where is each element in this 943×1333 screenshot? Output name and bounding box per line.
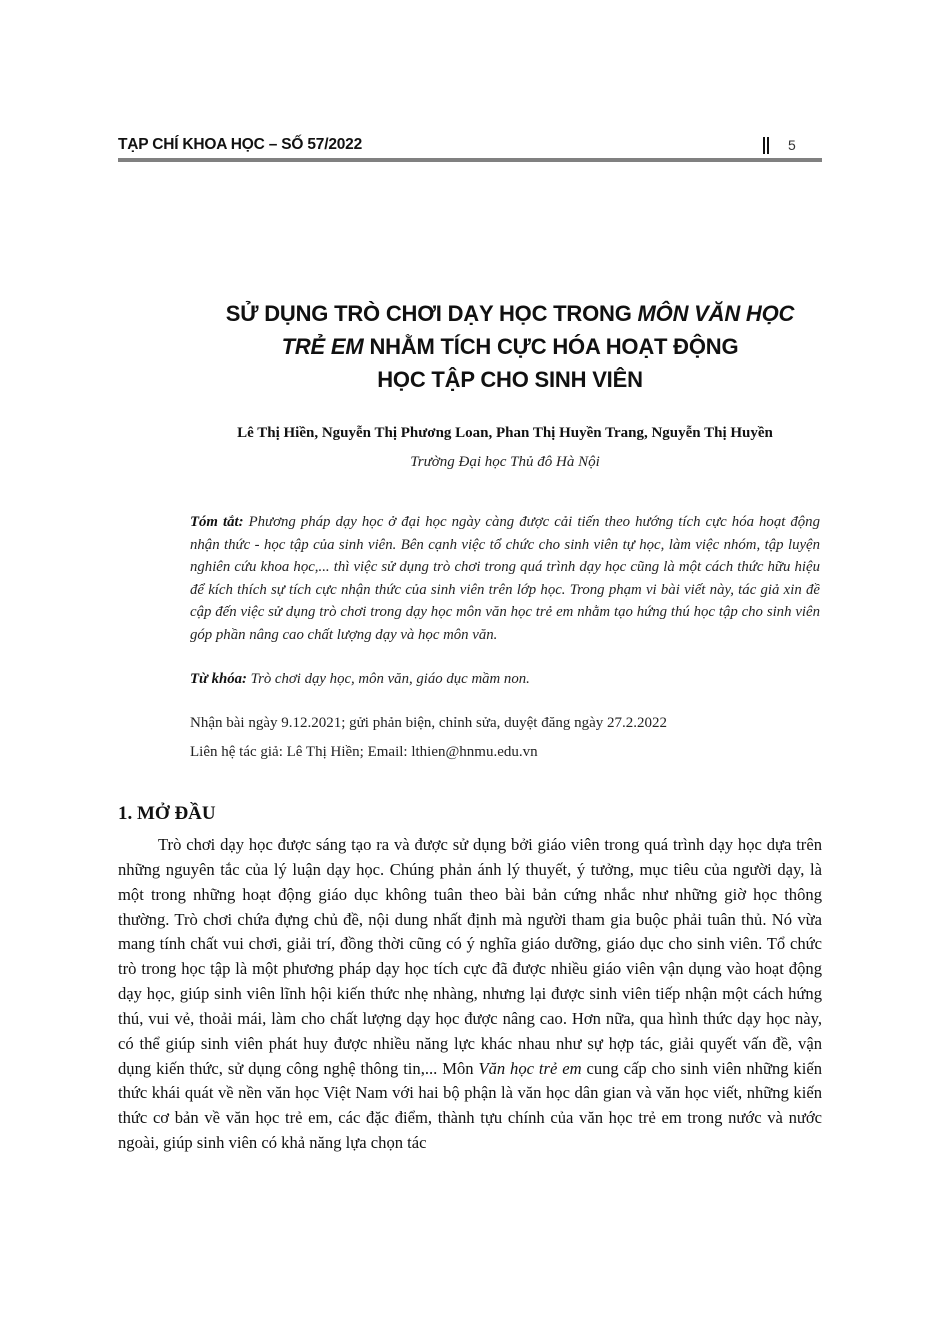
keywords-text: Trò chơi dạy học, môn văn, giáo dục mầm non. — [246, 671, 530, 687]
received-dates: Nhận bài ngày 9.12.2021; gửi phản biện, chỉnh sửa, duyệt đăng ngày 27.2.2022 — [190, 715, 668, 731]
paragraph — [118, 833, 822, 1156]
article-title — [170, 297, 850, 396]
authors: Lê Thị Hiền, Nguyễn Thị Phương Loan, Phan Thị Huyền Trang, Nguyễn Thị Huyền — [237, 425, 773, 441]
title-line-3: HỌC TẬP CHO SINH VIÊN — [377, 367, 643, 392]
section-heading: 1. MỞ ĐẦU — [118, 803, 216, 824]
paragraph-text-1: Trò chơi dạy học được sáng tạo ra và được sử dụng bởi giáo viên trong quá trình dạy học dựa trên những nguyên tắc của lý luận dạy học. Chúng phản ánh lý thuyết, ý tưởng, mục tiêu của người dạy, là một trong những hoạt động giáo dục không tuân theo bài bản cứng nhắc như những giờ học thông thường. Trò chơi chứa đựng chủ đề, nội dung nhất định mà người tham gia buộc phải tuân thủ. Nó vừa mang tính chất vui chơi, giải trí, đồng thời cũng có ý nghĩa giáo dưỡng, giáo dục cho sinh viên. Tổ chức trò trong học tập là một phương pháp dạy học tích cực đã được nhiều giáo viên vận dụng vào hoạt động dạy học, giúp sinh viên lĩnh hội kiến thức nhẹ nhàng, nhưng lại được sinh viên tiếp nhận một cách hứng thú, vui vẻ, thoải mái, làm cho chất lượng dạy học được nâng cao. Hơn nữa, qua hình thức dạy học này, có thể giúp sinh viên phát huy được nhiều năng lực khác nhau như sự hợp tác, giải quyết vấn đề, vận dụng kiến thức, sử dụng công nghệ thông tin,... Môn — [118, 835, 822, 1078]
author-contact: Liên hệ tác giả: Lê Thị Hiền; Email: lthien@hnmu.edu.vn — [190, 744, 538, 760]
title-part-2: NHẰM TÍCH CỰC HÓA HOẠT ĐỘNG — [363, 334, 739, 359]
running-header — [118, 136, 822, 158]
course-name: Văn học trẻ em — [478, 1058, 582, 1078]
body-text — [118, 833, 822, 1156]
keywords — [190, 671, 820, 688]
header-separator-bars — [763, 137, 769, 154]
keywords-label: Từ khóa: — [190, 671, 247, 687]
title-italic-2: TRẺ EM — [281, 334, 364, 359]
title-italic-1: MÔN VĂN HỌC — [637, 301, 795, 326]
abstract — [190, 511, 820, 646]
affiliation: Trường Đại học Thủ đô Hà Nội — [410, 454, 600, 470]
journal-title: TẠP CHÍ KHOA HỌC – SỐ 57/2022 — [118, 136, 363, 153]
abstract-text: Phương pháp dạy học ở đại học ngày càng được cải tiến theo hướng tích cực hóa hoạt động nhận thức - học tập của sinh viên. Bên cạnh việc tổ chức cho sinh viên tự học, làm việc nhóm, tập luyện nghiên cứu khoa học,... thì việc sử dụng trò chơi trong quá trình dạy học cũng là một cách thức hữu hiệu để kích thích sự tích cực nhận thức của sinh viên trên lớp học. Trong phạm vi bài viết này, tác giả xin đề cập đến việc sử dụng trò chơi trong dạy học môn văn học trẻ em nhằm tạo hứng thú học tập cho sinh viên góp phần nâng cao chất lượng dạy và học môn văn. — [190, 514, 820, 643]
abstract-label: Tóm tắt: — [190, 514, 244, 530]
header-rule — [118, 158, 822, 162]
title-part-1: SỬ DỤNG TRÒ CHƠI DẠY HỌC TRONG — [225, 301, 638, 326]
page-number: 5 — [788, 137, 796, 153]
paragraph-text-2: cung cấp cho sinh viên những kiến thức khái quát về nền văn học Việt Nam với hai bộ phận là văn học dân gian và văn học viết, những kiến thức cơ bản về văn học trẻ em, các đặc điểm, thành tựu chính của văn học trẻ em trong nước và nước ngoài, giúp sinh viên có khả năng lựa chọn tác — [118, 1058, 822, 1153]
